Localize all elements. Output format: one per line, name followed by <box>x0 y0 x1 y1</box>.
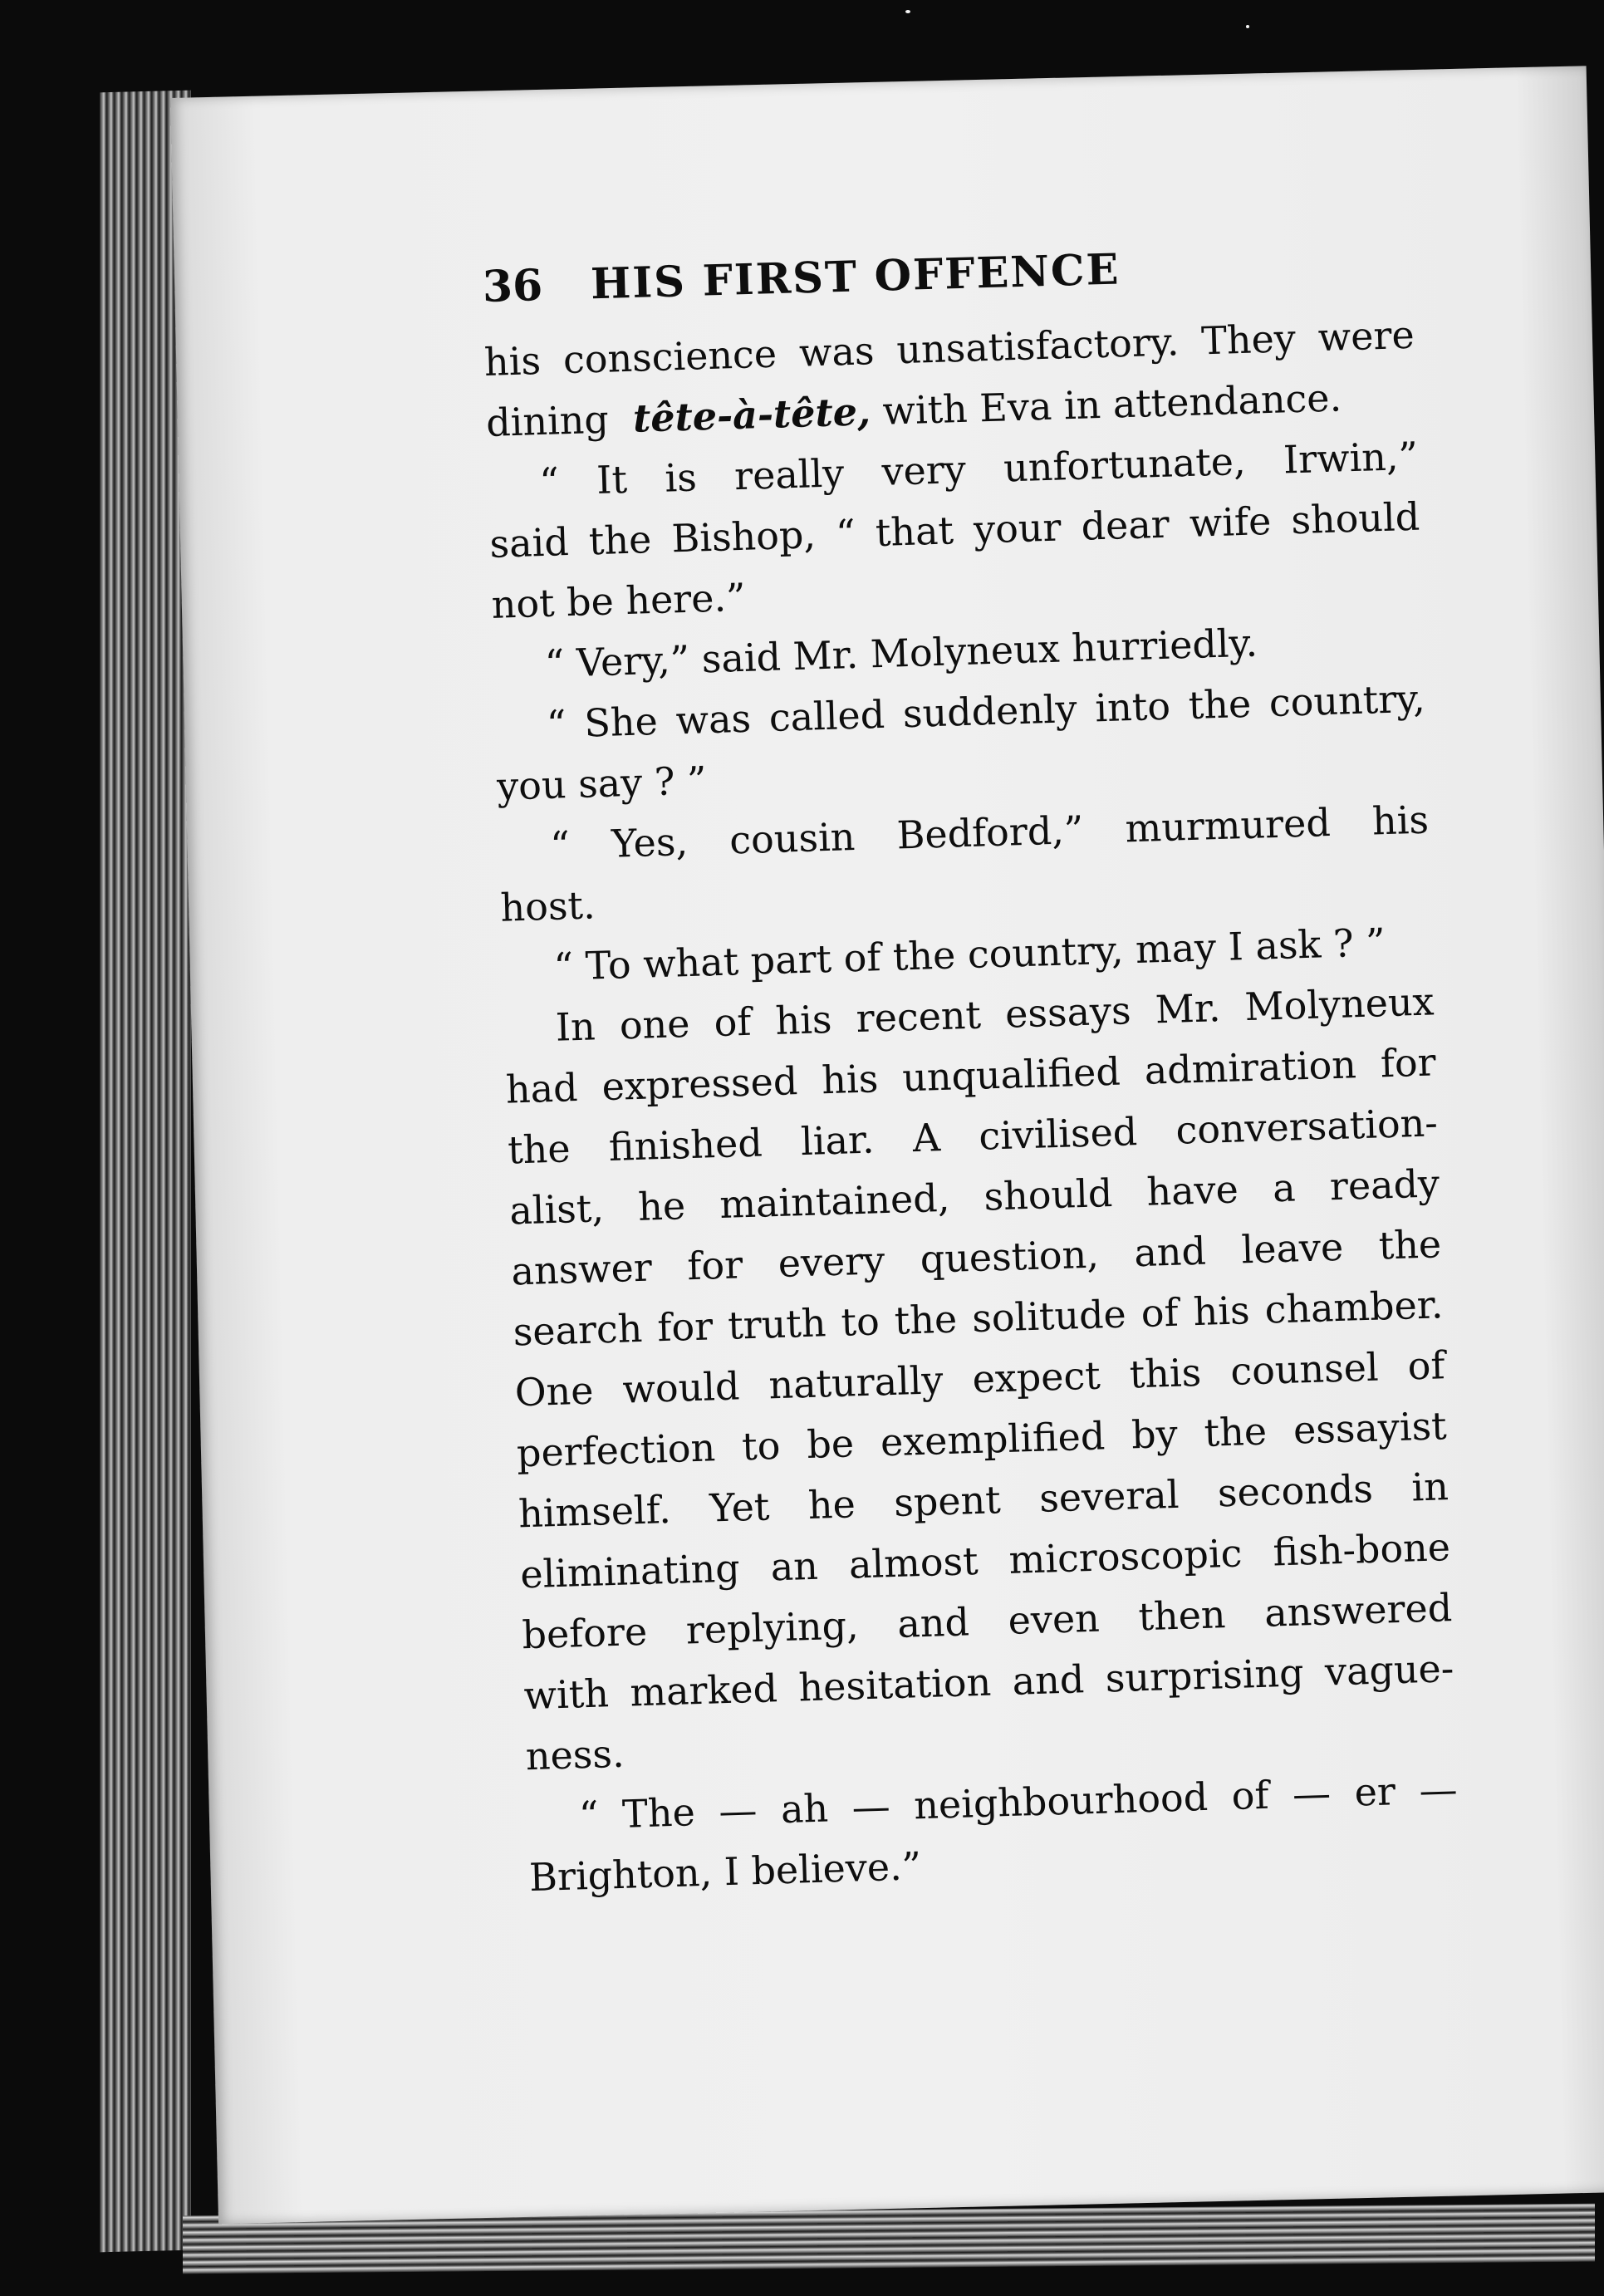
text-line: “ The — ah — neighbourhood of — er — <box>578 1766 1459 1838</box>
text-line: had expressed his unqualified admiration for <box>505 1039 1437 1112</box>
italic-phrase: tête-à-tête, <box>632 389 871 441</box>
text-line: said the Bishop, “ that your dear wife should <box>488 493 1420 567</box>
text-line: himself. Yet he spent several seconds in <box>517 1464 1449 1537</box>
text-line: not be here.” <box>490 574 747 627</box>
text-line: host. <box>499 882 596 930</box>
text-line: perfection to be exemplified by the essayist <box>516 1403 1448 1476</box>
text-line: “ Very,” said Mr. Molyneux hurriedly. <box>544 620 1258 686</box>
running-title: HIS FIRST OFFENCE <box>590 244 1121 310</box>
text-line: In one of his recent essays Mr. Molyneux <box>555 979 1435 1050</box>
text-line: Brighton, I believe.” <box>528 1843 922 1901</box>
text-line: ness. <box>525 1730 625 1779</box>
text-line: you say ? ” <box>496 758 708 809</box>
text-line: “ To what part of the country, may I ask ? ” <box>552 920 1386 989</box>
dust-speck <box>1246 25 1249 28</box>
text-line: alist, he maintained, should have a ready <box>508 1160 1440 1234</box>
text-segment: dining <box>485 396 622 445</box>
text-line: “ It is really very unfortunate, Irwin,” <box>538 433 1419 505</box>
text-line: with marked hesitation and surprising vague- <box>522 1646 1455 1719</box>
text-segment: with Eva in attendance. <box>870 375 1342 434</box>
text-line: before replying, and even then answered <box>521 1585 1453 1658</box>
body-text <box>483 305 1460 1908</box>
text-line: “ She was called suddenly into the country, <box>546 675 1426 747</box>
text-line: “ Yes, cousin Bedford,” murmured his <box>549 797 1430 868</box>
dust-speck <box>905 10 910 13</box>
page-number: 36 <box>482 259 544 312</box>
text-line: search for truth to the solitude of his chamber. <box>512 1282 1445 1355</box>
text-line: the finished liar. A civilised conversation- <box>507 1100 1439 1173</box>
text-line: answer for every question, and leave the <box>510 1221 1442 1294</box>
text-line: his conscience was unsatisfactory. They were <box>483 312 1415 385</box>
text-line: One would naturally expect this counsel of <box>514 1342 1446 1415</box>
text-line: eliminating an almost microscopic fish-bone <box>519 1524 1451 1597</box>
